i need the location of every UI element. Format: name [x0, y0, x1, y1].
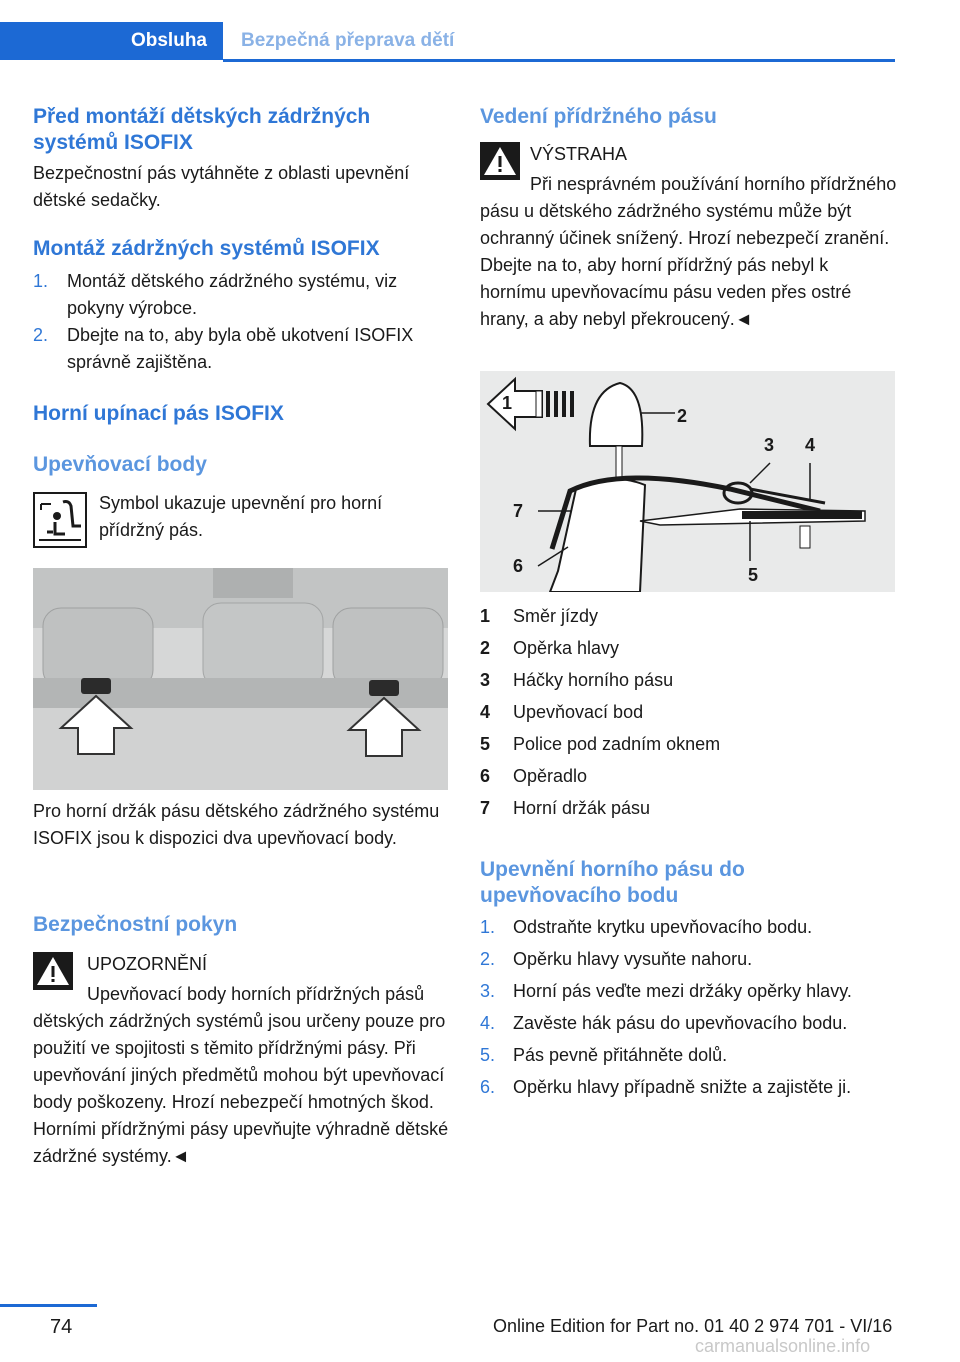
anchor-points-photo [33, 568, 448, 790]
section-title-attach: Upevnění horního pásu do upevňovacího bodu [480, 858, 745, 907]
diagram-callout: 6 [513, 556, 524, 576]
warning-label: VÝSTRAHA [530, 144, 628, 164]
section-title-routing: Vedení přídržného pásu [480, 105, 717, 128]
page-number: 74 [50, 1316, 73, 1338]
list-item: 1. Odstraňte krytku upevňovacího bodu. [480, 917, 813, 937]
edition-text: Online Edition for Part no. 01 40 2 974 701 - VI/16 [493, 1316, 893, 1336]
list-item: 7 Horní držák pásu [480, 798, 651, 818]
belt-routing-diagram [480, 371, 895, 592]
anchor-symbol-text: Symbol ukazuje upevnění pro horní přídržný pás. [99, 493, 383, 540]
list-item: 5. Pás pevně přitáhněte dolů. [480, 1045, 728, 1065]
isofix-symbol-icon [33, 492, 87, 548]
diagram-callout: 7 [513, 501, 524, 521]
list-item: 2 Opěrka hlavy [480, 638, 620, 658]
list-item: 6 Opěradlo [480, 766, 588, 786]
list-item: 3. Horní pás veďte mezi držáky opěrky hlavy. [480, 981, 852, 1001]
mount-steps [33, 268, 453, 376]
diagram-callout: 1 [502, 393, 513, 413]
attach-steps [480, 911, 900, 1103]
paragraph-isofix-before: Bezpečnostní pás vytáhněte z oblasti upevnění dětské sedačky. [33, 163, 410, 210]
diagram-callout: 2 [677, 406, 688, 426]
list-item: 6. Opěrku hlavy případně snižte a zajistěte ji. [480, 1077, 852, 1097]
list-item: 1 Směr jízdy [480, 606, 599, 626]
footer-divider [0, 1304, 97, 1307]
list-item: 3 Háčky horního pásu [480, 670, 674, 690]
notice-label: UPOZORNĚNÍ [87, 954, 208, 974]
list-item: 5 Police pod zadním oknem [480, 734, 721, 754]
anchor-points-text: Pro horní držák pásu dětského zádržného systému ISOFIX jsou k dispozici dva upevňovací body. [33, 801, 440, 848]
breadcrumb[interactable]: Bezpečná přeprava dětí [241, 30, 455, 51]
diagram-legend [480, 600, 895, 824]
list-item: 2. Dbejte na to, aby byla obě ukotvení ISOFIX správně zajištěna. [33, 325, 414, 372]
header-divider [223, 59, 895, 62]
subsection-title-safety: Bezpečnostní pokyn [33, 913, 238, 936]
section-title-top-tether: Horní upínací pás ISOFIX [33, 402, 284, 425]
notice-text: Upevňovací body horních přídržných pásů dětských zádržných systémů jsou určeny pouze pro použití ve spojitosti s těmito přídržnými pásy. Při upevňování jiných předmětů mohou být upevňovací body poškozeny. Hrozí nebezpečí hmotných škod. Horními přídržnými pásy upevňujte výhradně dětské zádržné systémy.◄ [33, 984, 449, 1166]
watermark: carmanualsonline.info [695, 1336, 871, 1356]
diagram-callout: 3 [764, 435, 775, 455]
warning-text: Při nesprávném používání horního přídržného pásu u dětského zádržného systému může být ochranný účinek snížený. Hrozí nebezpečí zranění. Dbejte na to, aby horní přídržný pás nebyl k hornímu upevňovacímu pásu veden přes ostré hrany, a aby nebyl překroucený.◄ [480, 174, 897, 329]
list-item: 4. Zavěste hák pásu do upevňovacího bodu. [480, 1013, 848, 1033]
list-item: 2. Opěrku hlavy vysuňte nahoru. [480, 949, 753, 969]
diagram-callout: 5 [748, 565, 759, 585]
section-title-mount: Montáž zádržných systémů ISOFIX [33, 237, 380, 260]
diagram-callout: 4 [805, 435, 816, 455]
list-item: 1. Montáž dětského zádržného systému, viz pokyny výrobce. [33, 271, 398, 318]
list-item: 4 Upevňovací bod [480, 702, 644, 722]
section-title-isofix-before: Před montáží dětských zádržných systémů ISOFIX [33, 105, 371, 154]
tab-obsluha[interactable]: Obsluha [0, 22, 223, 60]
subsection-title-anchor-points: Upevňovací body [33, 453, 207, 476]
